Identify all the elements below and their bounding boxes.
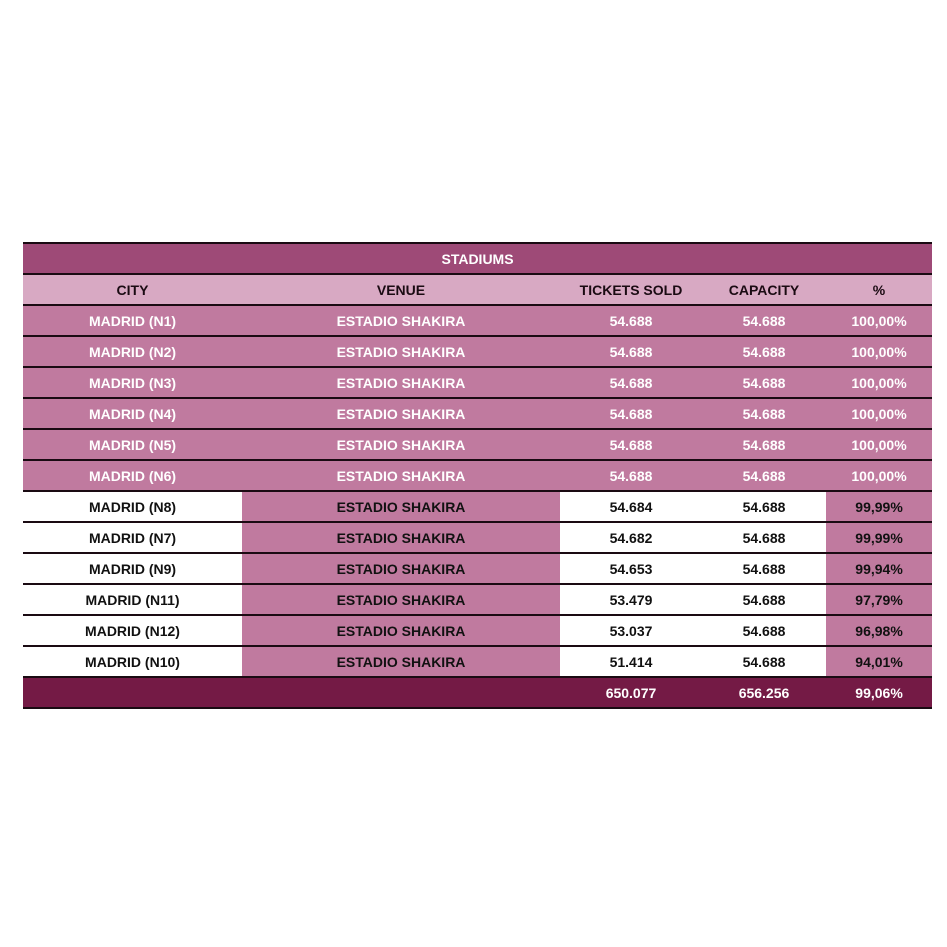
percent-cell: 97,79% xyxy=(826,584,932,615)
capacity-cell: 54.688 xyxy=(702,646,826,677)
capacity-cell: 54.688 xyxy=(702,305,826,336)
city-cell: MADRID (N6) xyxy=(23,460,242,491)
venue-cell: ESTADIO SHAKIRA xyxy=(242,491,560,522)
table-row xyxy=(23,367,932,398)
table-row xyxy=(23,460,932,491)
table-row xyxy=(23,336,932,367)
capacity-cell: 54.688 xyxy=(702,491,826,522)
table-row xyxy=(23,646,932,677)
table-row xyxy=(23,522,932,553)
venue-cell: ESTADIO SHAKIRA xyxy=(242,367,560,398)
venue-cell: ESTADIO SHAKIRA xyxy=(242,305,560,336)
venue-cell: ESTADIO SHAKIRA xyxy=(242,429,560,460)
city-cell: MADRID (N7) xyxy=(23,522,242,553)
column-header-city: CITY xyxy=(23,274,242,305)
city-cell: MADRID (N3) xyxy=(23,367,242,398)
tickets-sold-cell: 53.479 xyxy=(560,584,702,615)
total-capacity: 656.256 xyxy=(702,677,826,708)
column-header-tickets-sold: TICKETS SOLD xyxy=(560,274,702,305)
city-cell: MADRID (N4) xyxy=(23,398,242,429)
city-cell: MADRID (N1) xyxy=(23,305,242,336)
capacity-cell: 54.688 xyxy=(702,553,826,584)
percent-cell: 100,00% xyxy=(826,336,932,367)
table-row xyxy=(23,615,932,646)
tickets-sold-cell: 54.688 xyxy=(560,398,702,429)
percent-cell: 99,99% xyxy=(826,491,932,522)
venue-cell: ESTADIO SHAKIRA xyxy=(242,584,560,615)
percent-cell: 94,01% xyxy=(826,646,932,677)
tickets-sold-cell: 53.037 xyxy=(560,615,702,646)
percent-cell: 100,00% xyxy=(826,429,932,460)
venue-cell: ESTADIO SHAKIRA xyxy=(242,336,560,367)
city-cell: MADRID (N8) xyxy=(23,491,242,522)
capacity-cell: 54.688 xyxy=(702,615,826,646)
venue-cell: ESTADIO SHAKIRA xyxy=(242,522,560,553)
percent-cell: 99,99% xyxy=(826,522,932,553)
header-row xyxy=(23,274,932,305)
table-title: STADIUMS xyxy=(23,243,932,274)
tickets-sold-cell: 54.688 xyxy=(560,367,702,398)
capacity-cell: 54.688 xyxy=(702,429,826,460)
tickets-sold-cell: 54.684 xyxy=(560,491,702,522)
tickets-sold-cell: 54.688 xyxy=(560,336,702,367)
table-row xyxy=(23,429,932,460)
venue-cell: ESTADIO SHAKIRA xyxy=(242,460,560,491)
city-cell: MADRID (N2) xyxy=(23,336,242,367)
capacity-cell: 54.688 xyxy=(702,584,826,615)
percent-cell: 100,00% xyxy=(826,367,932,398)
venue-cell: ESTADIO SHAKIRA xyxy=(242,615,560,646)
tickets-sold-cell: 54.682 xyxy=(560,522,702,553)
tickets-sold-cell: 51.414 xyxy=(560,646,702,677)
table-row xyxy=(23,553,932,584)
city-cell: MADRID (N5) xyxy=(23,429,242,460)
column-header-capacity: CAPACITY xyxy=(702,274,826,305)
title-row xyxy=(23,243,932,274)
capacity-cell: 54.688 xyxy=(702,336,826,367)
venue-cell: ESTADIO SHAKIRA xyxy=(242,398,560,429)
city-cell: MADRID (N10) xyxy=(23,646,242,677)
percent-cell: 100,00% xyxy=(826,305,932,336)
total-tickets-sold: 650.077 xyxy=(560,677,702,708)
table-row xyxy=(23,305,932,336)
venue-cell: ESTADIO SHAKIRA xyxy=(242,646,560,677)
percent-cell: 100,00% xyxy=(826,398,932,429)
capacity-cell: 54.688 xyxy=(702,460,826,491)
tickets-sold-cell: 54.688 xyxy=(560,305,702,336)
city-cell: MADRID (N9) xyxy=(23,553,242,584)
percent-cell: 96,98% xyxy=(826,615,932,646)
city-cell: MADRID (N11) xyxy=(23,584,242,615)
total-venue-cell xyxy=(242,677,560,708)
total-row xyxy=(23,677,932,708)
tickets-sold-cell: 54.688 xyxy=(560,460,702,491)
column-header-venue: VENUE xyxy=(242,274,560,305)
tickets-sold-cell: 54.653 xyxy=(560,553,702,584)
total-city-cell xyxy=(23,677,242,708)
tickets-sold-cell: 54.688 xyxy=(560,429,702,460)
percent-cell: 99,94% xyxy=(826,553,932,584)
capacity-cell: 54.688 xyxy=(702,522,826,553)
table-row xyxy=(23,491,932,522)
city-cell: MADRID (N12) xyxy=(23,615,242,646)
table-row xyxy=(23,398,932,429)
stadiums-table xyxy=(23,242,932,709)
capacity-cell: 54.688 xyxy=(702,398,826,429)
total-percent: 99,06% xyxy=(826,677,932,708)
capacity-cell: 54.688 xyxy=(702,367,826,398)
percent-cell: 100,00% xyxy=(826,460,932,491)
table-row xyxy=(23,584,932,615)
venue-cell: ESTADIO SHAKIRA xyxy=(242,553,560,584)
column-header-percent: % xyxy=(826,274,932,305)
